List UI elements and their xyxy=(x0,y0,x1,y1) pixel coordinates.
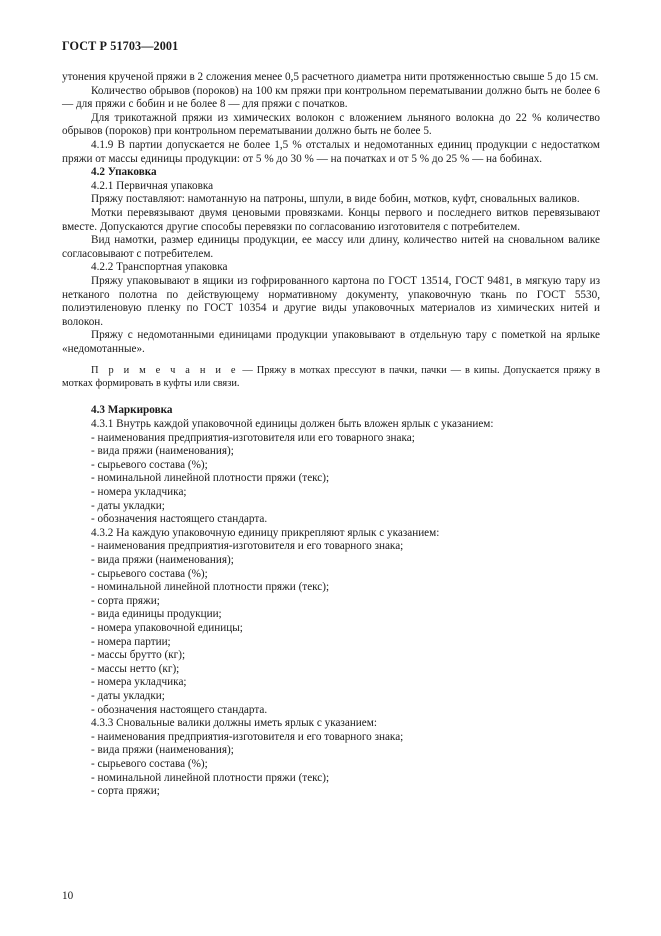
list-item: - номера укладчика; xyxy=(91,486,187,499)
paragraph: утонения крученой пряжи в 2 сложения менее 0,5 расчетного диаметра нити протяженностью свыше 5 до 15 см. xyxy=(62,71,599,83)
paragraph: 4.2.1 Первичная упаковка xyxy=(91,179,214,192)
list-item: - сорта пряжи; xyxy=(91,594,160,607)
text-section-marking xyxy=(62,404,600,798)
note-text: — Пряжу в мотках прессуют в пачки, пачки — в кипы. Допускается пряжу в мотках формировать в куфты или связи. xyxy=(62,365,600,390)
list-item: 4.3.2 На каждую упаковочную единицу прикрепляют ярлык с указанием: xyxy=(91,526,440,539)
paragraph: Для трикотажной пряжи из химических волокон с вложением льняного волокна до 22 % количество обрывов (пороков) при контрольном перематывании должно быть не более 5. xyxy=(62,111,600,138)
list-item: - номера упаковочной единицы; xyxy=(91,621,243,634)
list-item: 4.3.1 Внутрь каждой упаковочной единицы должен быть вложен ярлык с указанием: xyxy=(91,418,494,431)
paragraph: 4.1.9 В партии допускается не более 1,5 % отсталых и недомотанных единиц продукции с недостатком пряжи от массы единицы продукции: от 5 % до 30 % — на початках и от 5 % до 25 % — на бобинах. xyxy=(62,138,600,165)
list-item: - номинальной линейной плотности пряжи (текс); xyxy=(91,472,330,485)
list-item: - наименования предприятия-изготовителя и его товарного знака; xyxy=(91,730,404,743)
list-item: - номера укладчика; xyxy=(91,676,187,689)
list-item: - номера партии; xyxy=(91,635,171,648)
paragraph: Пряжу упаковывают в ящики из гофрированного картона по ГОСТ 13514, ГОСТ 9481, в мягкую тару из нетканого полотна по действующему нормативному документу, упаковочную ткань по ГОСТ 5530, полиэтиленовую пленку по ГОСТ 10354 и другие виды упаковочных материалов из химических нитей и волокон. xyxy=(62,274,600,328)
page-number: 10 xyxy=(62,890,74,902)
list-item: - сырьевого состава (%); xyxy=(91,458,208,471)
document-header: ГОСТ Р 51703—2001 xyxy=(62,39,179,53)
list-item: - вида пряжи (наименования); xyxy=(91,744,234,757)
list-item: - сырьевого состава (%); xyxy=(91,757,208,770)
paragraph: Количество обрывов (пороков) на 100 км пряжи при контрольном перематывании должно быть не более 6 — для пряжи с бобин и не более 8 — для пряжи с початков. xyxy=(62,84,600,111)
list-item: - сырьевого состава (%); xyxy=(91,567,208,580)
list-item: - массы нетто (кг); xyxy=(91,662,180,675)
list-item: - номинальной линейной плотности пряжи (текс); xyxy=(91,581,330,594)
paragraph: 4.2.2 Транспортная упаковка xyxy=(91,261,228,274)
list-item: - вида пряжи (наименования); xyxy=(91,554,234,566)
list-item: 4.3.3 Сновальные валики должны иметь ярлык с указанием: xyxy=(91,717,377,730)
list-item: - даты укладки; xyxy=(91,689,165,702)
list-item: - вида единицы продукции; xyxy=(91,608,222,621)
list-item: - обозначения настоящего стандарта. xyxy=(91,703,268,716)
list-item: - даты укладки; xyxy=(91,499,165,512)
paragraph: Пряжу поставляют: намотанную на патроны, шпули, в виде бобин, мотков, куфт, сновальных валиков. xyxy=(91,193,580,206)
list-item: - вида пряжи (наименования); xyxy=(91,445,234,458)
section-heading: 4.2 Упаковка xyxy=(91,166,157,179)
paragraph: Вид намотки, размер единицы продукции, ее массу или длину, количество нитей на сновальном валике согласовывают с потребителем. xyxy=(62,234,600,260)
note-label: П р и м е ч а н и е xyxy=(91,365,239,377)
list-item: - номинальной линейной плотности пряжи (текс); xyxy=(91,771,330,784)
text-section-packaging xyxy=(62,71,600,356)
section-gap xyxy=(62,390,600,404)
page-body xyxy=(62,71,600,799)
note-paragraph xyxy=(62,364,600,390)
list-item: - обозначения настоящего стандарта. xyxy=(91,513,268,526)
list-item: - сорта пряжи; xyxy=(91,785,160,798)
paragraph: Пряжу с недомотанными единицами продукции упаковывают в отдельную тару с пометкой на ярлыке «недомотанные». xyxy=(62,329,600,355)
list-item: - наименования предприятия-изготовителя или его товарного знака; xyxy=(91,431,415,444)
paragraph: Мотки перевязывают двумя ценовыми провязками. Концы первого и последнего витков перевязывают вместе. Допускаются другие способы перевязки по согласованию изготовителя с потребителем. xyxy=(62,206,600,233)
list-item: - наименования предприятия-изготовителя и его товарного знака; xyxy=(91,540,404,553)
list-item: - массы брутто (кг); xyxy=(91,649,186,662)
section-heading: 4.3 Маркировка xyxy=(91,404,173,417)
